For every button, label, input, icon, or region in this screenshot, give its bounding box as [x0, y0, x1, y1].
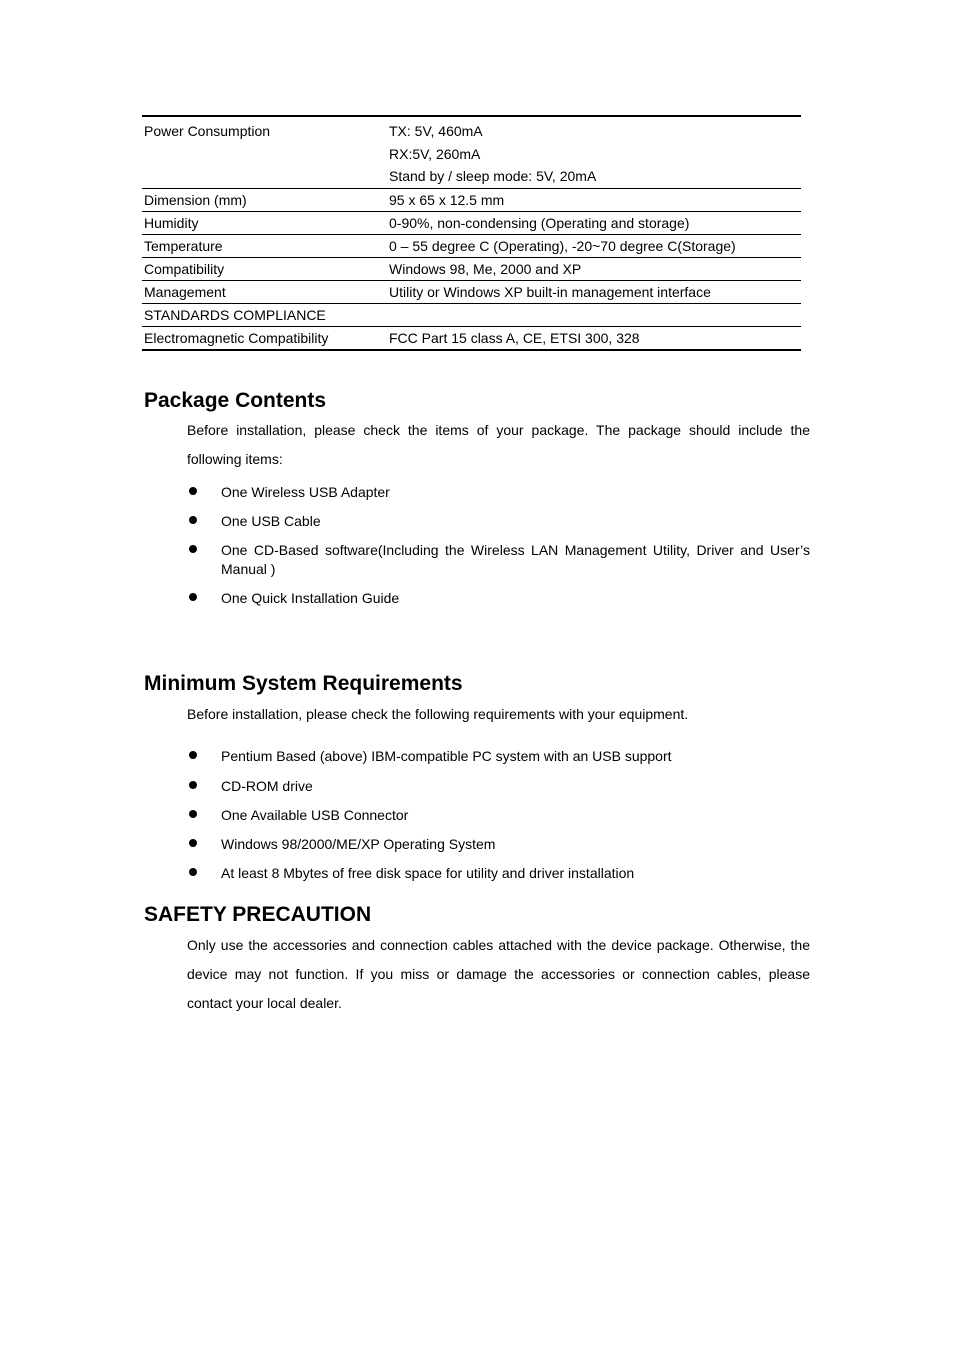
spec-value: 0 – 55 degree C (Operating), -20~70 degree C(Storage) — [387, 234, 801, 257]
spec-value: Utility or Windows XP built-in management interface — [387, 280, 801, 303]
list-item — [187, 806, 810, 825]
spec-value: FCC Part 15 class A, CE, ETSI 300, 328 — [387, 326, 801, 350]
list-item — [187, 589, 810, 608]
list-item — [187, 864, 810, 883]
spec-value-line: Stand by / sleep mode: 5V, 20mA — [389, 168, 597, 184]
spec-label: Electromagnetic Compatibility — [142, 326, 387, 350]
list-item-text: One USB Cable — [221, 513, 321, 529]
spec-row-power-consumption — [142, 116, 801, 188]
spec-label: Humidity — [142, 211, 387, 234]
bullet-icon — [189, 751, 197, 759]
list-item-text: At least 8 Mbytes of free disk space for utility and driver installation — [221, 865, 635, 881]
spec-row-standards-compliance — [142, 303, 801, 326]
list-item-text: One Quick Installation Guide — [221, 590, 400, 606]
bullet-icon — [189, 781, 197, 789]
safety-heading: SAFETY PRECAUTION — [144, 903, 372, 926]
list-item — [187, 747, 810, 766]
spec-label: Compatibility — [142, 257, 387, 280]
spec-label: STANDARDS COMPLIANCE — [142, 303, 387, 326]
list-item — [187, 512, 810, 531]
list-item — [187, 541, 810, 579]
package-contents-heading: Package Contents — [144, 389, 327, 412]
list-item — [187, 483, 810, 502]
system-requirements-intro: Before installation, please check the following requirements with your equipment. — [187, 706, 689, 722]
bullet-icon — [189, 516, 197, 524]
list-item-text: CD-ROM drive — [221, 778, 313, 794]
bullet-icon — [189, 487, 197, 495]
spec-value — [387, 116, 801, 188]
spec-label: Temperature — [142, 234, 387, 257]
list-item-text: Windows 98/2000/ME/XP Operating System — [221, 836, 496, 852]
package-contents-intro: Before installation, please check the items of your package. The package should include the following items: — [187, 422, 810, 467]
bullet-icon — [189, 839, 197, 847]
spec-row-compatibility — [142, 257, 801, 280]
list-item-text: One Available USB Connector — [221, 807, 409, 823]
spec-value: 0-90%, non-condensing (Operating and storage) — [387, 211, 801, 234]
spec-row-emc — [142, 326, 801, 350]
package-contents-list — [187, 483, 810, 608]
bullet-icon — [189, 545, 197, 553]
spec-row-dimension — [142, 188, 801, 211]
safety-text: Only use the accessories and connection cables attached with the device package. Otherwise, the device may not function. If you miss or damage the accessories or connection cables, please contact your local dealer. — [187, 937, 810, 1011]
list-item-text: One CD-Based software(Including the Wireless LAN Management Utility, Driver and User’s Manual ) — [221, 542, 810, 577]
spec-value-line: RX:5V, 260mA — [389, 145, 481, 162]
list-item — [187, 777, 810, 796]
specifications-table — [142, 115, 801, 351]
spec-row-temperature — [142, 234, 801, 257]
system-requirements-list — [187, 747, 810, 883]
spec-label: Power Consumption — [144, 123, 271, 139]
bullet-icon — [189, 810, 197, 818]
spec-label: Dimension (mm) — [142, 188, 387, 211]
spec-value: 95 x 65 x 12.5 mm — [387, 188, 801, 211]
spec-row-management — [142, 280, 801, 303]
bullet-icon — [189, 593, 197, 601]
list-item-text: One Wireless USB Adapter — [221, 484, 390, 500]
system-requirements-heading: Minimum System Requirements — [144, 672, 463, 695]
spec-row-humidity — [142, 211, 801, 234]
spec-label: Management — [142, 280, 387, 303]
spec-value — [387, 303, 801, 326]
list-item-text: Pentium Based (above) IBM-compatible PC system with an USB support — [221, 748, 672, 764]
spec-value-line: TX: 5V, 460mA — [389, 123, 483, 139]
spec-value: Windows 98, Me, 2000 and XP — [387, 257, 801, 280]
list-item — [187, 835, 810, 854]
bullet-icon — [189, 868, 197, 876]
